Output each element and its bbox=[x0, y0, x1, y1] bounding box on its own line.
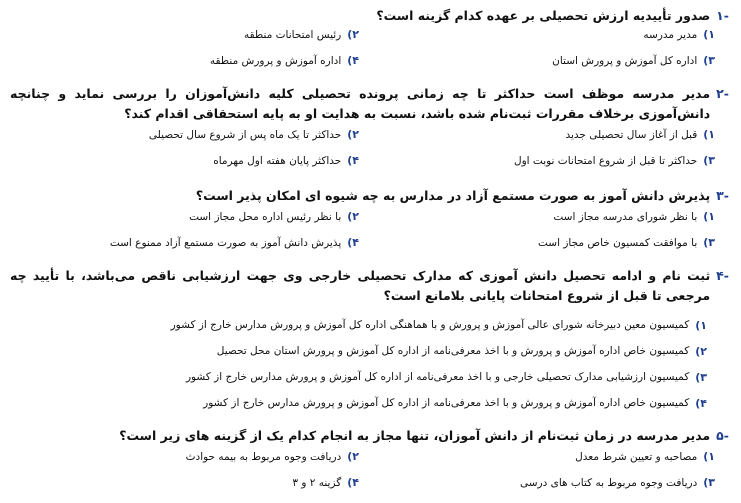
question-2 bbox=[10, 84, 729, 178]
option-text: با نظر رئیس اداره محل مجاز است bbox=[189, 210, 342, 223]
option-text: حداکثر تا یک ماه پس از شروع سال تحصیلی bbox=[148, 128, 342, 141]
option-text: کمیسیون خاص اداره آموزش و پرورش و با اخذ معرفی‌نامه از اداره کل آموزش و پرورش استان محل تحصیل bbox=[216, 345, 690, 357]
option-1[interactable] bbox=[575, 450, 715, 463]
option-text: پذیرش دانش آموز به صورت مستمع آزاد ممنوع است bbox=[109, 236, 342, 249]
option-4[interactable] bbox=[110, 236, 359, 249]
option-1[interactable] bbox=[553, 210, 715, 223]
option-number: ۳) bbox=[703, 154, 715, 167]
question-number: -۳ bbox=[716, 188, 729, 203]
option-text: اداره کل آموزش و پرورش استان bbox=[552, 54, 698, 67]
option-number: ۳) bbox=[703, 236, 715, 249]
option-text: مصاحبه و تعیین شرط معدل bbox=[575, 450, 698, 463]
option-text: با نظر شورای مدرسه مجاز است bbox=[553, 210, 698, 223]
option-number: ۱) bbox=[695, 318, 707, 332]
option-text: با موافقت کمسیون خاص مجاز است bbox=[538, 236, 698, 249]
question-1 bbox=[10, 6, 729, 80]
option-text: کمیسیون ارزشیابی مدارک تحصیلی خارجی و با اخذ معرفی‌نامه از اداره کل آموزش و پرورش مدارس خارج از کشور bbox=[185, 371, 690, 383]
question-text: ثبت نام و ادامه تحصیل دانش آموزی که مدارک تحصیلی خارجی وی جهت ارزشیابی ناقص می‌باشد، با تأیید چه مرجعی تا قبل از شروع امتحانات پایانی بلامانع است؟ bbox=[10, 268, 711, 303]
question-5 bbox=[10, 426, 729, 500]
option-number: ۴) bbox=[347, 54, 359, 67]
question-text: مدیر مدرسه موظف است حداکثر تا چه زمانی پرونده تحصیلی کلیه دانش‌آموزان را بررسی نماید و چنانچه دانش‌آموزی برخلاف مقررات ثبت‌نام شده باشد، نسبت به هدایت او به پایه استحقاقی اقدام کند؟ bbox=[10, 86, 711, 121]
option-number: ۱) bbox=[703, 28, 715, 41]
question-text: صدور تأییدیه ارزش تحصیلی بر عهده کدام گزینه است؟ bbox=[376, 8, 711, 23]
option-3[interactable] bbox=[552, 54, 715, 67]
option-number: ۴) bbox=[347, 236, 359, 249]
option-2[interactable] bbox=[244, 28, 359, 41]
option-3[interactable] bbox=[538, 236, 715, 249]
question-number: -۲ bbox=[716, 86, 729, 101]
option-2[interactable] bbox=[149, 128, 359, 141]
option-number: ۳) bbox=[703, 54, 715, 67]
option-1[interactable] bbox=[10, 312, 729, 338]
option-number: ۱) bbox=[703, 128, 715, 141]
question-number: -۴ bbox=[716, 268, 729, 283]
option-text: کمیسیون خاص اداره آموزش و پرورش و با اخذ معرفی‌نامه از اداره کل آموزش و پرورش مدارس خارج از کشور bbox=[203, 397, 690, 409]
option-number: ۳) bbox=[703, 476, 715, 489]
question-text: پذیرش دانش آموز به صورت مستمع آزاد در مدارس به چه شیوه ای امکان پذیر است؟ bbox=[195, 188, 711, 203]
option-text: مدیر مدرسه bbox=[643, 28, 698, 41]
option-text: قبل از آغاز سال تحصیلی جدید bbox=[565, 128, 698, 141]
option-1[interactable] bbox=[643, 28, 715, 41]
option-4[interactable] bbox=[292, 476, 359, 489]
option-2[interactable] bbox=[10, 338, 729, 364]
question-number: -۵ bbox=[716, 428, 729, 443]
option-number: ۴) bbox=[347, 154, 359, 167]
option-text: اداره آموزش و پرورش منطقه bbox=[209, 54, 342, 67]
option-number: ۲) bbox=[347, 128, 359, 141]
option-text: رئیس امتحانات منطقه bbox=[243, 28, 342, 41]
option-1[interactable] bbox=[565, 128, 715, 141]
option-text: حداکثر پایان هفته اول مهرماه bbox=[213, 154, 342, 167]
option-number: ۲) bbox=[347, 210, 359, 223]
option-number: ۴) bbox=[347, 476, 359, 489]
option-number: ۴) bbox=[695, 396, 707, 410]
option-number: ۲) bbox=[695, 344, 707, 358]
option-4[interactable] bbox=[213, 154, 359, 167]
option-number: ۲) bbox=[347, 450, 359, 463]
option-number: ۲) bbox=[347, 28, 359, 41]
option-number: ۱) bbox=[703, 210, 715, 223]
option-text: گزینه ۲ و ۳ bbox=[292, 476, 342, 489]
option-4[interactable] bbox=[10, 390, 729, 416]
question-4 bbox=[10, 266, 729, 416]
option-text: دریافت وجوه مربوط به کتاب های درسی bbox=[520, 476, 698, 489]
option-3[interactable] bbox=[10, 364, 729, 390]
question-number: -۱ bbox=[716, 8, 729, 23]
option-2[interactable] bbox=[186, 450, 359, 463]
question-text: مدیر مدرسه در زمان ثبت‌نام از دانش آموزان، تنها مجاز به انجام کدام یک از گزینه های زیر است؟ bbox=[119, 428, 711, 443]
option-2[interactable] bbox=[189, 210, 359, 223]
option-4[interactable] bbox=[210, 54, 359, 67]
option-number: ۳) bbox=[695, 370, 707, 384]
option-text: دریافت وجوه مربوط به بیمه حوادث bbox=[185, 450, 342, 463]
question-3 bbox=[10, 186, 729, 260]
option-3[interactable] bbox=[514, 154, 715, 167]
option-3[interactable] bbox=[520, 476, 715, 489]
option-number: ۱) bbox=[703, 450, 715, 463]
option-text: کمیسیون معین دبیرخانه شورای عالی آموزش و پرورش و با هماهنگی اداره کل آموزش و پرورش مدارس خارج از کشور bbox=[170, 319, 690, 331]
option-text: حداکثر تا قبل از شروع امتحانات نوبت اول bbox=[513, 154, 698, 167]
